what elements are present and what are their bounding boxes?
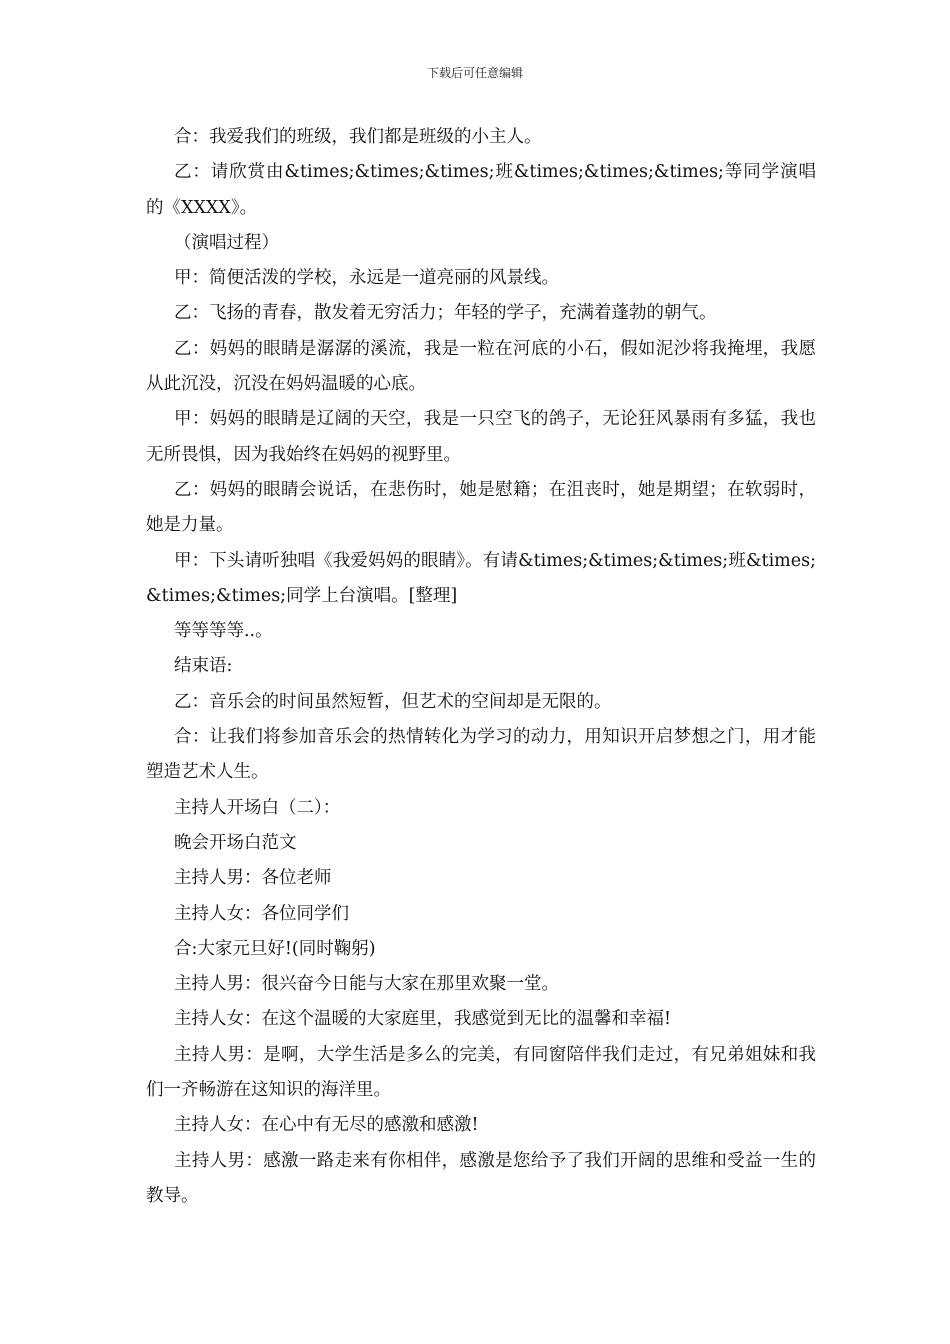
paragraph: 主持人男：很兴奋今日能与大家在那里欢聚一堂。 — [174, 974, 559, 995]
paragraph: 主持人女：在这个温暖的大家庭里，我感觉到无比的温馨和幸福! — [174, 1009, 672, 1030]
paragraph: 乙：妈妈的眼睛是潺潺的溪流，我是一粒在河底的小石，假如泥沙将我掩埋，我愿从此沉没，沉没在妈妈温暖的心底。 — [146, 338, 816, 395]
page-header: 下载后可任意编辑 — [426, 66, 523, 80]
paragraph: 甲：下头请听独唱《我爱妈妈的眼睛》。有请&times;&times;&times;班&times;&times;&times;同学上台演唱。[整理] — [146, 550, 816, 606]
paragraph: 合:大家元旦好!(同时鞠躬) — [174, 938, 376, 959]
paragraph: 合：我爱我们的班级，我们都是班级的小主人。 — [174, 127, 542, 147]
paragraph: 晚会开场白范文 — [174, 832, 297, 853]
paragraph: 甲：简便活泼的学校，永远是一道亮丽的风景线。 — [174, 268, 559, 289]
paragraph: 主持人男：是啊，大学生活是多么的完美，有同窗陪伴我们走过，有兄弟姐妹和我们一齐畅游在这知识的海洋里。 — [146, 1044, 816, 1101]
paragraph: 等等等等..。 — [174, 621, 273, 642]
paragraph: 主持人女：各位同学们 — [174, 903, 349, 924]
document-body — [146, 120, 816, 1214]
paragraph: 主持人女：在心中有无尽的感激和感激! — [174, 1115, 479, 1136]
paragraph: 主持人男：各位老师 — [174, 868, 332, 889]
paragraph: 乙：飞扬的青春，散发着无穷活力；年轻的学子，充满着蓬勃的朝气。 — [174, 303, 717, 324]
paragraph: 主持人男：感激一路走来有你相伴，感激是您给予了我们开阔的思维和受益一生的教导。 — [146, 1150, 816, 1206]
paragraph: 主持人开场白（二）： — [174, 797, 341, 818]
paragraph: 合：让我们将参加音乐会的热情转化为学习的动力，用知识开启梦想之门，用才能塑造艺术人生。 — [146, 727, 816, 783]
paragraph: （演唱过程） — [174, 232, 279, 253]
paragraph: 乙：请欣赏由&times;&times;&times;班&times;&times;&times;等同学演唱的《XXXX》。 — [146, 162, 816, 218]
paragraph: 乙：妈妈的眼睛会说话，在悲伤时，她是慰籍；在沮丧时，她是期望；在软弱时，她是力量。 — [146, 479, 816, 536]
paragraph: 乙：音乐会的时间虽然短暂，但艺术的空间却是无限的。 — [174, 691, 612, 712]
paragraph: 结束语: — [174, 656, 233, 677]
paragraph: 甲：妈妈的眼睛是辽阔的天空，我是一只空飞的鸽子，无论狂风暴雨有多猛，我也无所畏惧，因为我始终在妈妈的视野里。 — [146, 409, 816, 465]
